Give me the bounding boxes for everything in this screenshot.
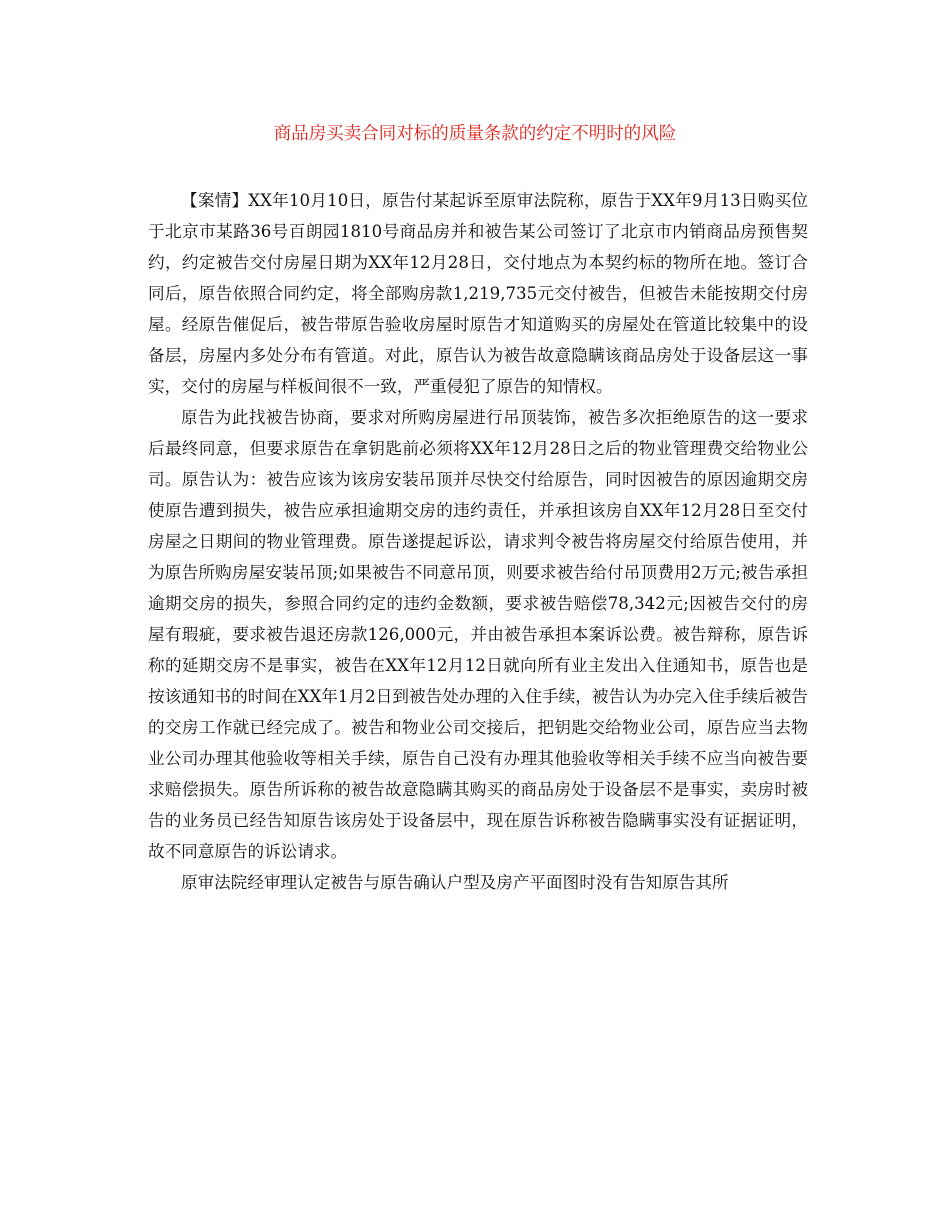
paragraph-case-facts: 【案情】XX年10月10日，原告付某起诉至原审法院称，原告于XX年9月13日购买位于北京市某路36号百朗园1810号商品房并和被告某公司签订了北京市内销商品房预售契约，约定被告交付房屋日期为XX年12月28日，交付地点为本契约标的物所在地。签订合同后，原告依照合同约定，将全部购房款1,219,735元交付被告，但被告未能按期交付房屋。经原告催促后，被告带原告验收房屋时原告才知道购买的房屋处在管道比较集中的设备层，房屋内多处分布有管道。对此，原告认为被告故意隐瞒该商品房处于设备层这一事实，交付的房屋与样板间很不一致，严重侵犯了原告的知情权。 xyxy=(148,191,808,396)
paragraph-court-finding: 原审法院经审理认定被告与原告确认户型及房产平面图时没有告知原告其所 xyxy=(181,873,729,892)
paragraph-negotiation-and-defense: 原告为此找被告协商，要求对所购房屋进行吊顶装饰，被告多次拒绝原告的这一要求后最终同意，但要求原告在拿钥匙前必须将XX年12月28日之后的物业管理费交给物业公司。原告认为：被告应该为该房安装吊顶并尽快交付给原告，同时因被告的原因逾期交房使原告遭到损失，被告应承担逾期交房的违约责任，并承担该房自XX年12月28日至交付房屋之日期间的物业管理费。原告遂提起诉讼，请求判令被告将房屋交付给原告使用，并为原告所购房屋安装吊顶;如果被告不同意吊顶，则要求被告给付吊顶费用2万元;被告承担逾期交房的损失，参照合同约定的违约金数额，要求被告赔偿78,342元;因被告交付的房屋有瑕疵，要求被告退还房款126,000元，并由被告承担本案诉讼费。被告辩称，原告诉称的延期交房不是事实，被告在XX年12月12日就向所有业主发出入住通知书，原告也是按该通知书的时间在XX年1月2日到被告处办理的入住手续，被告认为办完入住手续后被告的交房工作就已经完成了。被告和物业公司交接后，把钥匙交给物业公司，原告应当去物业公司办理其他验收等相关手续，原告自己没有办理其他验收等相关手续不应当向被告要求赔偿损失。原告所诉称的被告故意隐瞒其购买的商品房处于设备层不是事实，卖房时被告的业务员已经告知原告该房处于设备层中，现在原告诉称被告隐瞒事实没有证据证明，故不同意原告的诉讼请求。 xyxy=(148,408,808,861)
document-body xyxy=(148,185,808,898)
document-title: 商品房买卖合同对标的质量条款的约定不明时的风险 xyxy=(273,124,677,144)
